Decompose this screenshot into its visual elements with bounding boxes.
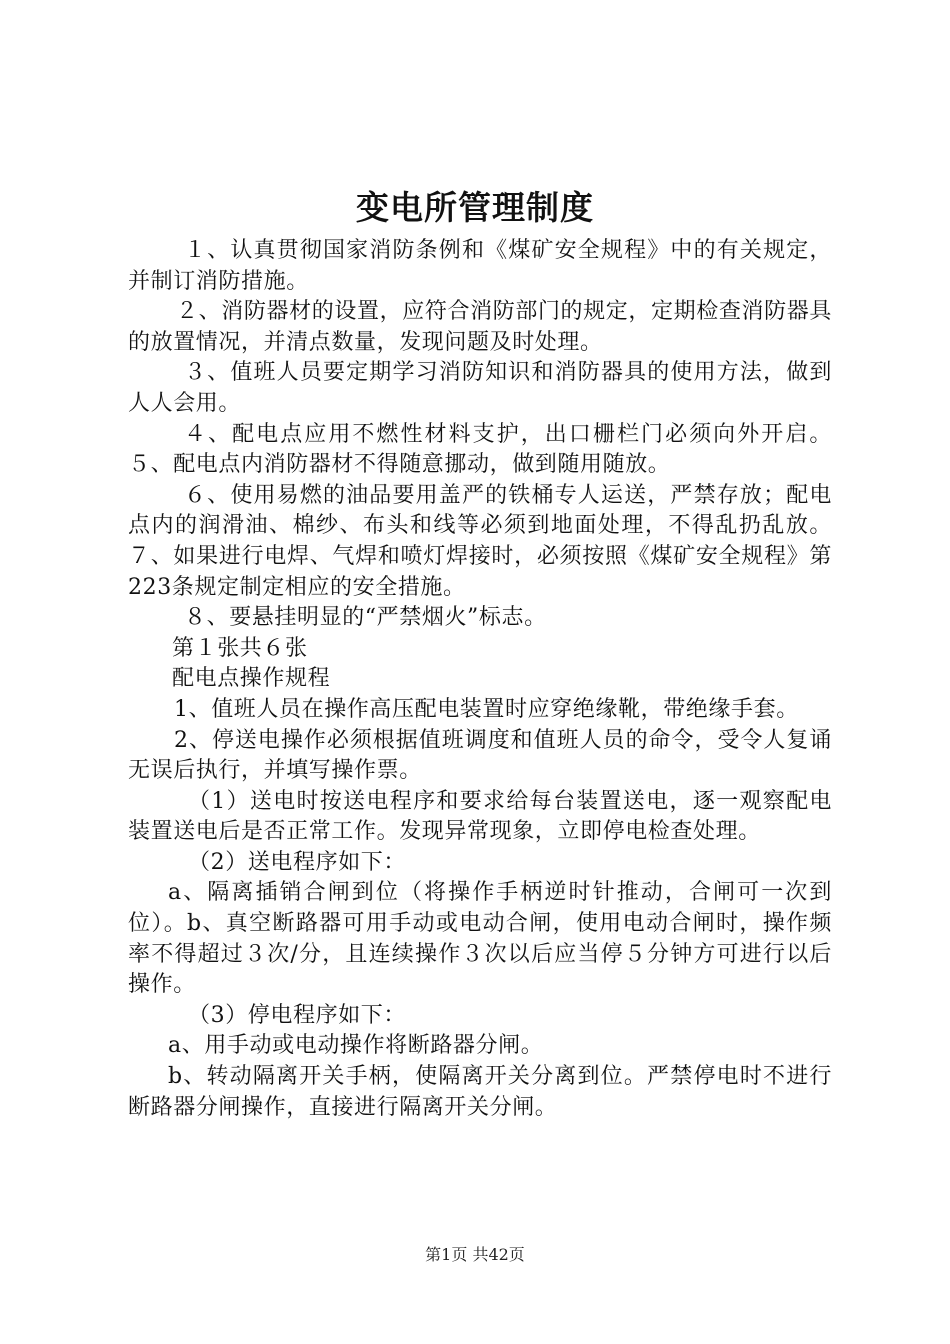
paragraph: ２、消防器材的设置，应符合消防部门的规定，定期检查消防器具的放置情况，并清点数量，发现问题及时处理。 <box>128 299 832 355</box>
section-heading: 配电点操作规程 <box>172 666 331 692</box>
paragraph: （2）送电程序如下： <box>188 849 406 875</box>
page-footer: 第1页 共42页 <box>425 1245 525 1264</box>
paragraph: a、用手动或电动操作将断路器分闸。 <box>168 1033 544 1059</box>
paragraph: a、隔离插销合闸到位（将操作手柄逆时针推动，合闸可一次到位）。b、真空断路器可用手动或电动合闸，使用电动合闸时，操作频率不得超过３次/分，且连续操作３次以后应当停５分钟方可进行以后操作。 <box>128 880 832 998</box>
paragraph: ３、值班人员要定期学习消防知识和消防器具的使用方法，做到人人会用。 <box>128 360 832 416</box>
paragraph: （1）送电时按送电程序和要求给每台装置送电，逐一观察配电装置送电后是否正常工作。发现异常现象，立即停电检查处理。 <box>128 788 832 845</box>
paragraph: b、转动隔离开关手柄，使隔离开关分离到位。严禁停电时不进行断路器分闸操作，直接进行隔离开关分闸。 <box>128 1064 832 1120</box>
paragraph: 2、停送电操作必须根据值班调度和值班人员的命令，受令人复诵无误后执行，并填写操作票。 <box>128 727 832 784</box>
paragraph: ８、要悬挂明显的“严禁烟火”标志。 <box>184 605 547 631</box>
paragraph: １、认真贯彻国家消防条例和《煤矿安全规程》中的有关规定，并制订消防措施。 <box>128 238 832 294</box>
page-count-line: 第１张共６张 <box>172 635 308 661</box>
paragraph: （3）停电程序如下： <box>188 1002 406 1028</box>
paragraph: ６、使用易燃的油品要用盖严的铁桶专人运送，严禁存放；配电点内的润滑油、棉纱、布头和线等必须到地面处理，不得乱扔乱放。７、如果进行电焊、气焊和喷灯焊接时，必须按照《煤矿安全规程》第223条规定制定相应的安全措施。 <box>128 482 832 600</box>
document-title: 变电所管理制度 <box>356 188 594 227</box>
paragraph: 1、值班人员在操作高压配电装置时应穿绝缘靴，带绝缘手套。 <box>174 696 799 722</box>
paragraph: ４、配电点应用不燃性材料支护，出口栅栏门必须向外开启。５、配电点内消防器材不得随意挪动，做到随用随放。 <box>128 421 832 478</box>
document-body <box>128 236 832 1123</box>
